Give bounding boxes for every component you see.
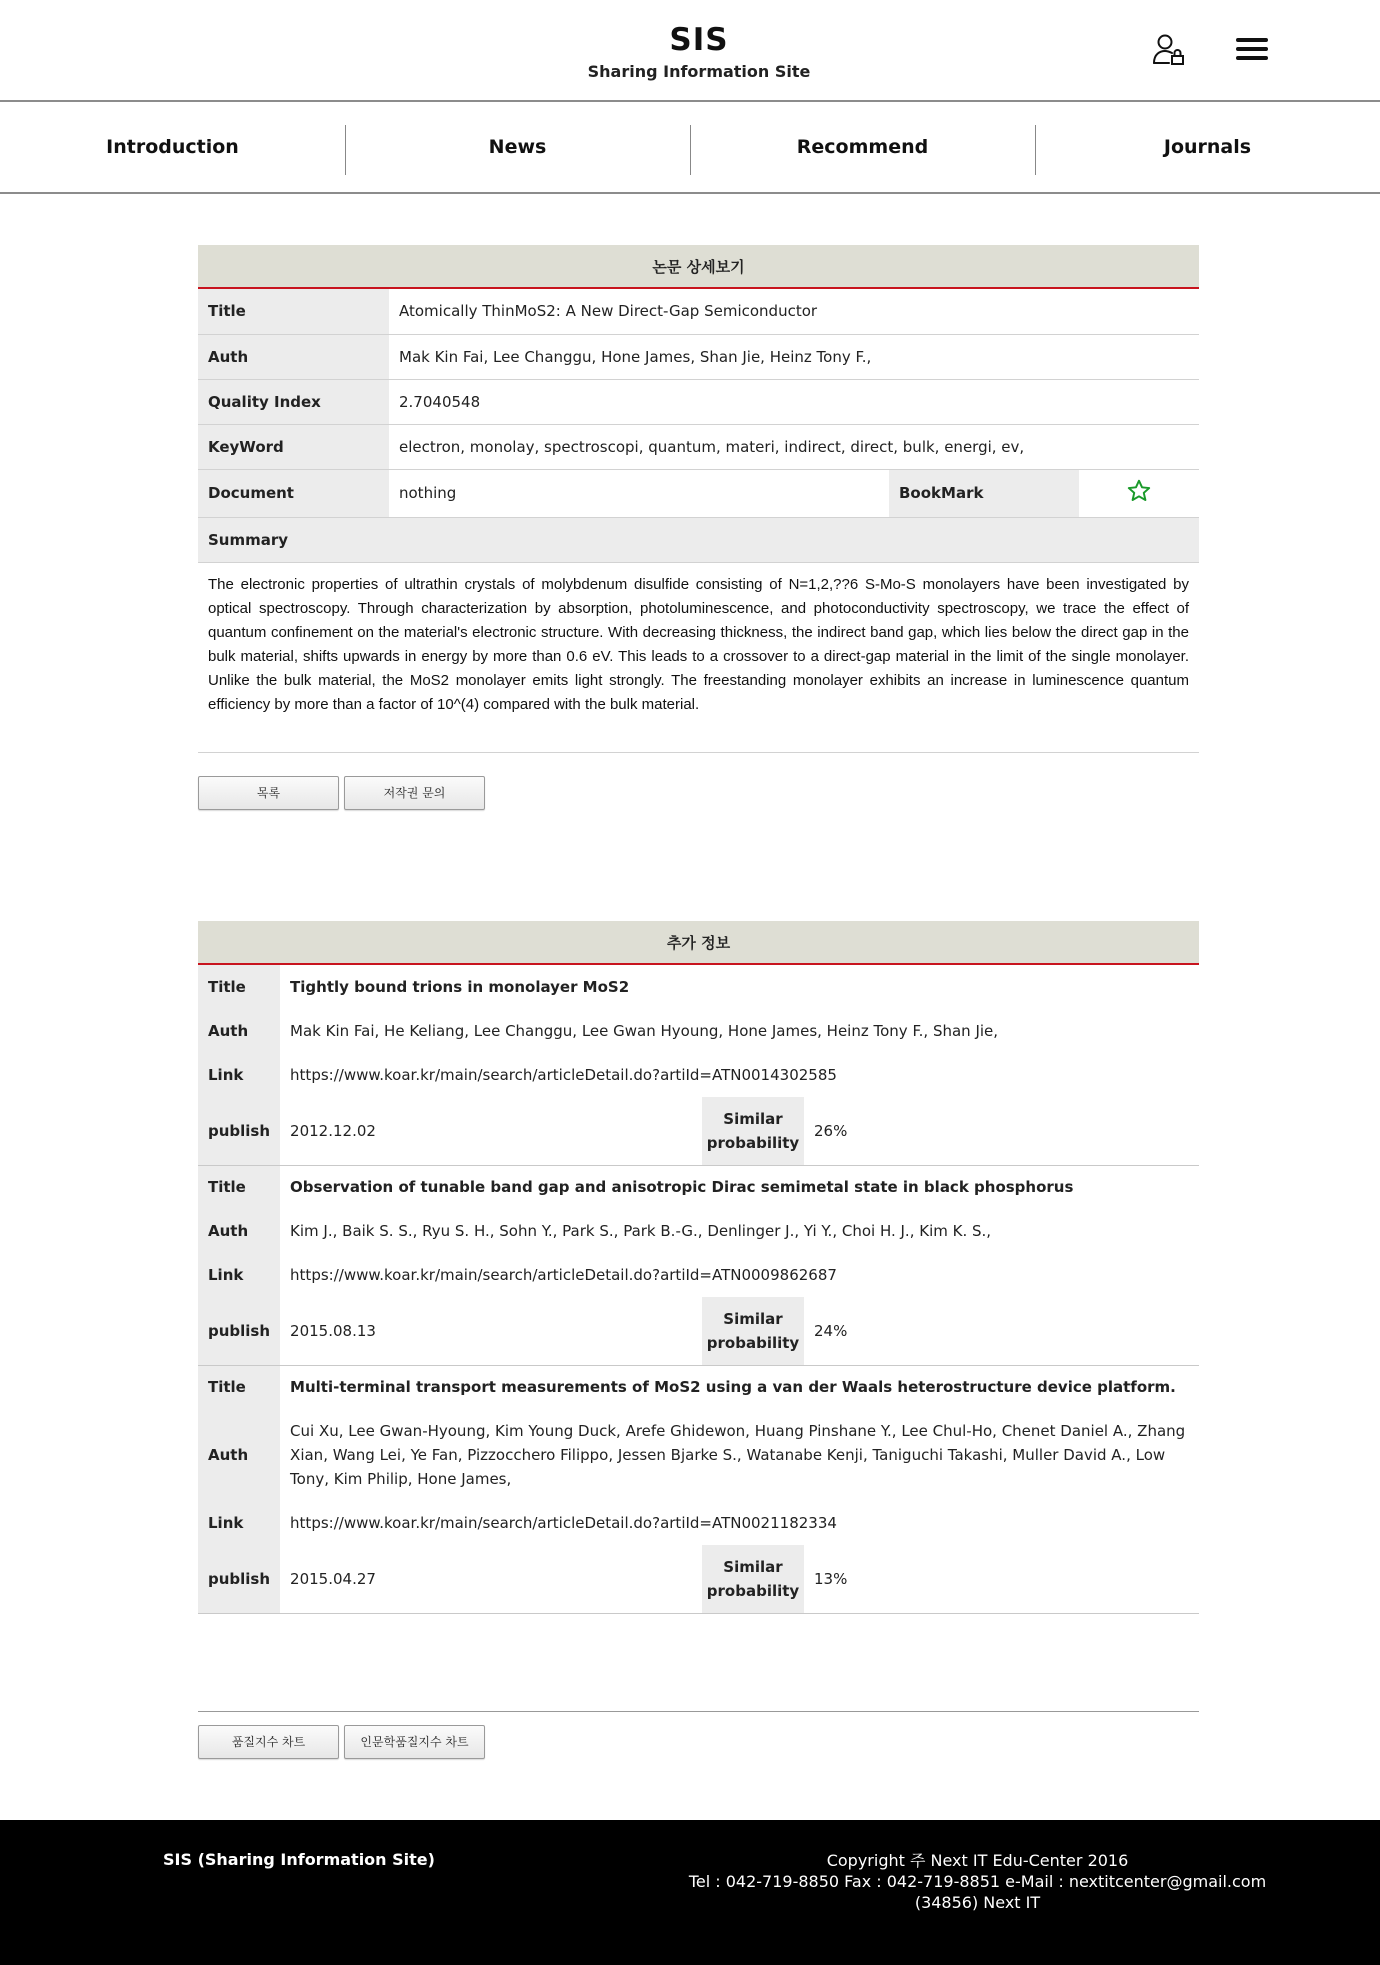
paper-detail-heading: 논문 상세보기: [198, 245, 1199, 289]
paper-detail-table: [198, 289, 1199, 563]
related-title-label: Title: [198, 1165, 280, 1209]
detail-row-quality: [198, 379, 1199, 424]
related-auth-row: [198, 1209, 1199, 1253]
related-authors: Mak Kin Fai, He Keliang, Lee Changgu, Lee Gwan Hyoung, Hone James, Heinz Tony F., Shan Jie,: [290, 1022, 999, 1040]
nav-item-introduction[interactable]: Introduction: [106, 136, 239, 158]
paper-title: Atomically ThinMoS2: A New Direct-Gap Semiconductor: [389, 289, 1199, 334]
detail-row-keyword: [198, 424, 1199, 469]
similar-probability-value: 26%: [804, 1097, 1199, 1165]
paper-detail-section: [198, 245, 1199, 753]
related-title-label: Title: [198, 965, 280, 1009]
nav-item-recommend[interactable]: Recommend: [690, 102, 1035, 192]
footer-contact: [650, 1850, 1305, 1913]
related-papers-table: [198, 965, 1199, 1614]
site-subtitle: Sharing Information Site: [587, 62, 811, 81]
user-lock-icon[interactable]: [1152, 33, 1186, 67]
extra-info-section: [198, 921, 1199, 1614]
related-auth-row: [198, 1009, 1199, 1053]
related-publish-date: 2015.04.27: [280, 1545, 702, 1613]
related-auth-row: [198, 1409, 1199, 1501]
bookmark-label: BookMark: [889, 469, 1079, 517]
footer-copyright: Copyright 주 Next IT Edu-Center 2016: [826, 1851, 1129, 1870]
similar-probability-label: Similar probability: [702, 1297, 804, 1365]
related-link[interactable]: https://www.koar.kr/main/search/articleDetail.do?artiId=ATN0014302585: [290, 1066, 837, 1084]
related-auth-label: Auth: [198, 1009, 280, 1053]
summary-label: Summary: [198, 517, 1199, 562]
copyright-inquiry-button[interactable]: 저작권 문의: [344, 776, 485, 810]
related-auth-label: Auth: [198, 1409, 280, 1501]
related-authors: Cui Xu, Lee Gwan-Hyoung, Kim Young Duck, Arefe Ghidewon, Huang Pinshane Y., Lee Chul-Ho, Chenet Daniel A., Zhang Xian, Wang Lei, Ye Fan, Pizzocchero Filippo, Jessen Bjarke S., Watanabe Kenji, Taniguchi Takashi, Muller David A., Low Tony, Kim Philip, Hone James,: [290, 1422, 1186, 1488]
related-link[interactable]: https://www.koar.kr/main/search/articleDetail.do?artiId=ATN0021182334: [290, 1514, 837, 1532]
extra-info-heading: 추가 정보: [198, 921, 1199, 965]
site-footer: [0, 1820, 1380, 1965]
related-title[interactable]: Observation of tunable band gap and anisotropic Dirac semimetal state in black phosphorus: [290, 1178, 1074, 1197]
similar-probability-value: 24%: [804, 1297, 1199, 1365]
related-link-label: Link: [198, 1053, 280, 1097]
related-auth-label: Auth: [198, 1209, 280, 1253]
nav-item-journals[interactable]: Journals: [1035, 102, 1380, 192]
quality-label: Quality Index: [198, 379, 389, 424]
related-publish-label: publish: [198, 1097, 280, 1165]
footer-site-name: SIS (Sharing Information Site): [163, 1850, 435, 1869]
related-title-label: Title: [198, 1365, 280, 1409]
related-publish-row: [198, 1297, 1199, 1365]
paper-authors: Mak Kin Fai, Lee Changgu, Hone James, Shan Jie, Heinz Tony F.,: [389, 334, 1199, 379]
list-button[interactable]: 목록: [198, 776, 339, 810]
related-authors: Kim J., Baik S. S., Ryu S. H., Sohn Y., Park S., Park B.-G., Denlinger J., Yi Y., Choi H. J., Kim K. S.,: [290, 1222, 992, 1240]
document-value: nothing: [389, 469, 889, 517]
hamburger-menu-icon[interactable]: [1236, 38, 1268, 62]
related-publish-label: publish: [198, 1545, 280, 1613]
related-link[interactable]: https://www.koar.kr/main/search/articleDetail.do?artiId=ATN0009862687: [290, 1266, 837, 1284]
related-publish-row: [198, 1545, 1199, 1613]
related-link-row: [198, 1253, 1199, 1297]
nav-item-news[interactable]: News: [345, 102, 690, 192]
related-link-label: Link: [198, 1501, 280, 1545]
detail-row-title: [198, 289, 1199, 334]
title-label: Title: [198, 289, 389, 334]
document-label: Document: [198, 469, 389, 517]
quality-chart-button[interactable]: 품질지수 차트: [198, 1725, 339, 1759]
similar-probability-value: 13%: [804, 1545, 1199, 1613]
related-title[interactable]: Tightly bound trions in monolayer MoS2: [290, 978, 630, 996]
related-publish-label: publish: [198, 1297, 280, 1365]
related-publish-date: 2015.08.13: [280, 1297, 702, 1365]
section-divider: [198, 1711, 1199, 1712]
related-publish-row: [198, 1097, 1199, 1165]
summary-text: The electronic properties of ultrathin crystals of molybdenum disulfide consisting of N=1,2,??6 S-Mo-S monolayers have been investigated by optical spectroscopy. Through characterization by absorption, photoluminescence, and photoconductivity spectroscopy, we trace the effect of quantum confinement on the material's electronic structure. With decreasing thickness, the indirect band gap, which lies below the direct gap in the bulk material, shifts upwards in energy by more than 0.6 eV. This leads to a crossover to a direct-gap material in the limit of the single monolayer. Unlike the bulk material, the MoS2 monolayer emits light strongly. The freestanding monolayer exhibits an increase in luminescence quantum efficiency by more than a factor of 10^(4) compared with the bulk material.: [198, 563, 1199, 753]
humanities-quality-chart-button[interactable]: 인문학품질지수 차트: [344, 1725, 485, 1759]
related-link-label: Link: [198, 1253, 280, 1297]
related-link-row: [198, 1501, 1199, 1545]
keyword-label: KeyWord: [198, 424, 389, 469]
detail-row-summary: [198, 517, 1199, 562]
footer-phone-email: Tel : 042-719-8850 Fax : 042-719-8851 e-Mail : nextitcenter@gmail.com: [688, 1872, 1267, 1891]
main-nav: [0, 102, 1380, 194]
quality-index-value: 2.7040548: [389, 379, 1199, 424]
related-title-row: [198, 1165, 1199, 1209]
related-title[interactable]: Multi-terminal transport measurements of MoS2 using a van der Waals heterostructure device platform.: [290, 1378, 1176, 1397]
related-title-row: [198, 1365, 1199, 1409]
related-link-row: [198, 1053, 1199, 1097]
keyword-value: electron, monolay, spectroscopi, quantum, materi, indirect, direct, bulk, energi, ev,: [389, 424, 1199, 469]
detail-row-auth: [198, 334, 1199, 379]
similar-probability-label: Similar probability: [702, 1545, 804, 1613]
related-title-row: [198, 965, 1199, 1009]
site-title: SIS: [669, 22, 729, 58]
footer-address: (34856) Next IT: [914, 1893, 1041, 1912]
site-header: [0, 0, 1380, 102]
related-publish-date: 2012.12.02: [280, 1097, 702, 1165]
detail-row-document: [198, 469, 1199, 517]
auth-label: Auth: [198, 334, 389, 379]
similar-probability-label: Similar probability: [702, 1097, 804, 1165]
bookmark-star-icon[interactable]: [1079, 469, 1199, 517]
